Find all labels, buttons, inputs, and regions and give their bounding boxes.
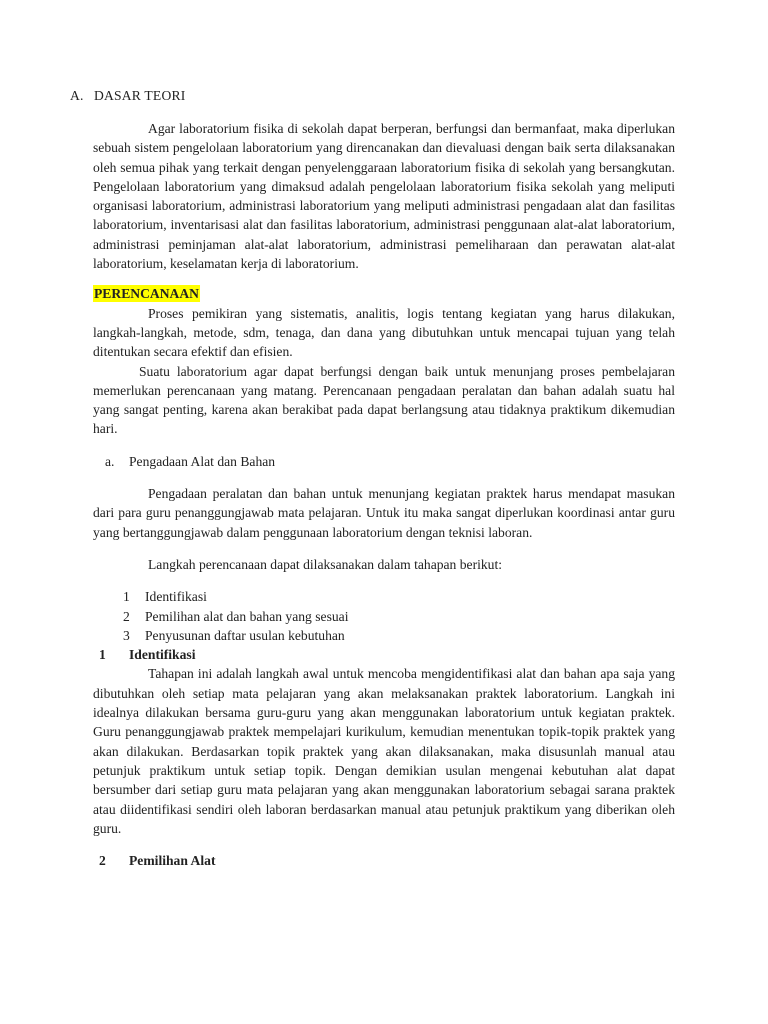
sub-item-marker: a. — [105, 453, 115, 469]
section-heading — [70, 86, 185, 105]
perencanaan-paragraph-2: Suatu laboratorium agar dapat berfungsi dengan baik untuk menunjang proses pembelajaran memerlukan perencanaan yang matang. Perencanaan pengadaan peralatan dan bahan adalah suatu hal yang sangat penting, karena akan berakibat pada dapat berlangsung atau tidaknya praktikum dikemudian hari. — [93, 363, 675, 437]
list-item: 1 Identifikasi — [123, 589, 207, 605]
identifikasi-paragraph: Tahapan ini adalah langkah awal untuk mencoba mengidentifikasi alat dan bahan apa saja yang dibutuhkan oleh setiap mata pelajaran yang akan melaksanakan praktek laboratorium. Langkah ini idealnya dilakukan bersama guru-guru yang akan menggunakan laboratorium untuk kegiatan praktek. Guru penanggungjawab praktek mempelajari kurikulum, kemudian menentukan topik-topik praktek yang akan dilakukan. Berdasarkan topik praktek yang akan dilaksanakan, maka disusunlah manual atau petunjuk praktikum untuk setiap topik. Dengan demikian usulan mengenai kebutuhan alat dapat bersumber dari setiap guru mata pelajaran yang akan menggunakan laboratorium sebagai sarana praktek atau diidentifikasi sendiri oleh laboran berdasarkan manual atau petunjuk praktikum yang diberikan oleh guru. — [93, 666, 675, 836]
pemilihan-heading: 2 Pemilihan Alat — [99, 853, 216, 869]
list-item: 2 Pemilihan alat dan bahan yang sesuai — [123, 608, 349, 624]
pengadaan-paragraph-2: Langkah perencanaan dapat dilaksanakan dalam tahapan berikut: — [148, 556, 503, 572]
section-letter: A. — [70, 88, 84, 103]
perencanaan-heading: PERENCANAAN — [94, 286, 199, 302]
section-title: DASAR TEORI — [94, 88, 186, 103]
steps-list — [93, 587, 675, 645]
perencanaan-heading-wrap — [93, 284, 675, 303]
intro-paragraph: Agar laboratorium fisika di sekolah dapat berperan, berfungsi dan bermanfaat, maka diperlukan sebuah sistem pengelolaan laboratorium yang direncanakan dan dievaluasi dengan baik serta dilaksanakan oleh semua pihak yang terkait dengan penyelenggaraan laboratorium fisika di sekolah yang bersangkutan. Pengelolaan laboratorium yang dimaksud adalah pengelolaan laboratorium fisika sekolah yang meliputi organisasi laboratorium, administrasi laboratorium yang meliputi administrasi pengadaan alat dan fasilitas laboratorium, inventarisasi alat dan fasilitas laboratorium, administrasi penggunaan alat-alat laboratorium, administrasi peminjaman alat-alat laboratorium, administrasi pemeliharaan dan perawatan alat-alat laboratorium, keselamatan kerja di laboratorium. — [93, 121, 675, 272]
pengadaan-paragraph-1: Pengadaan peralatan dan bahan untuk menunjang kegiatan praktek harus mendapat masukan dari para guru penanggungjawab mata pelajaran. Untuk itu maka sangat diperlukan koordinasi antar guru yang bertanggungjawab dalam penggunaan laboratorium dengan teknisi laboran. — [93, 486, 675, 540]
sub-item-a — [93, 452, 675, 471]
document-page — [70, 86, 675, 870]
perencanaan-paragraph-1: Proses pemikiran yang sistematis, analitis, logis tentang kegiatan yang harus dilakukan, langkah-langkah, metode, sdm, tenaga, dan dana yang dibutuhkan untuk mencapai tujuan yang telah ditentukan secara efektif dan efisien. — [93, 305, 675, 360]
sub-item-title: Pengadaan Alat dan Bahan — [129, 453, 276, 469]
identifikasi-heading: 1 Identifikasi — [99, 647, 196, 663]
list-item: 3 Penyusunan daftar usulan kebutuhan — [123, 627, 345, 643]
